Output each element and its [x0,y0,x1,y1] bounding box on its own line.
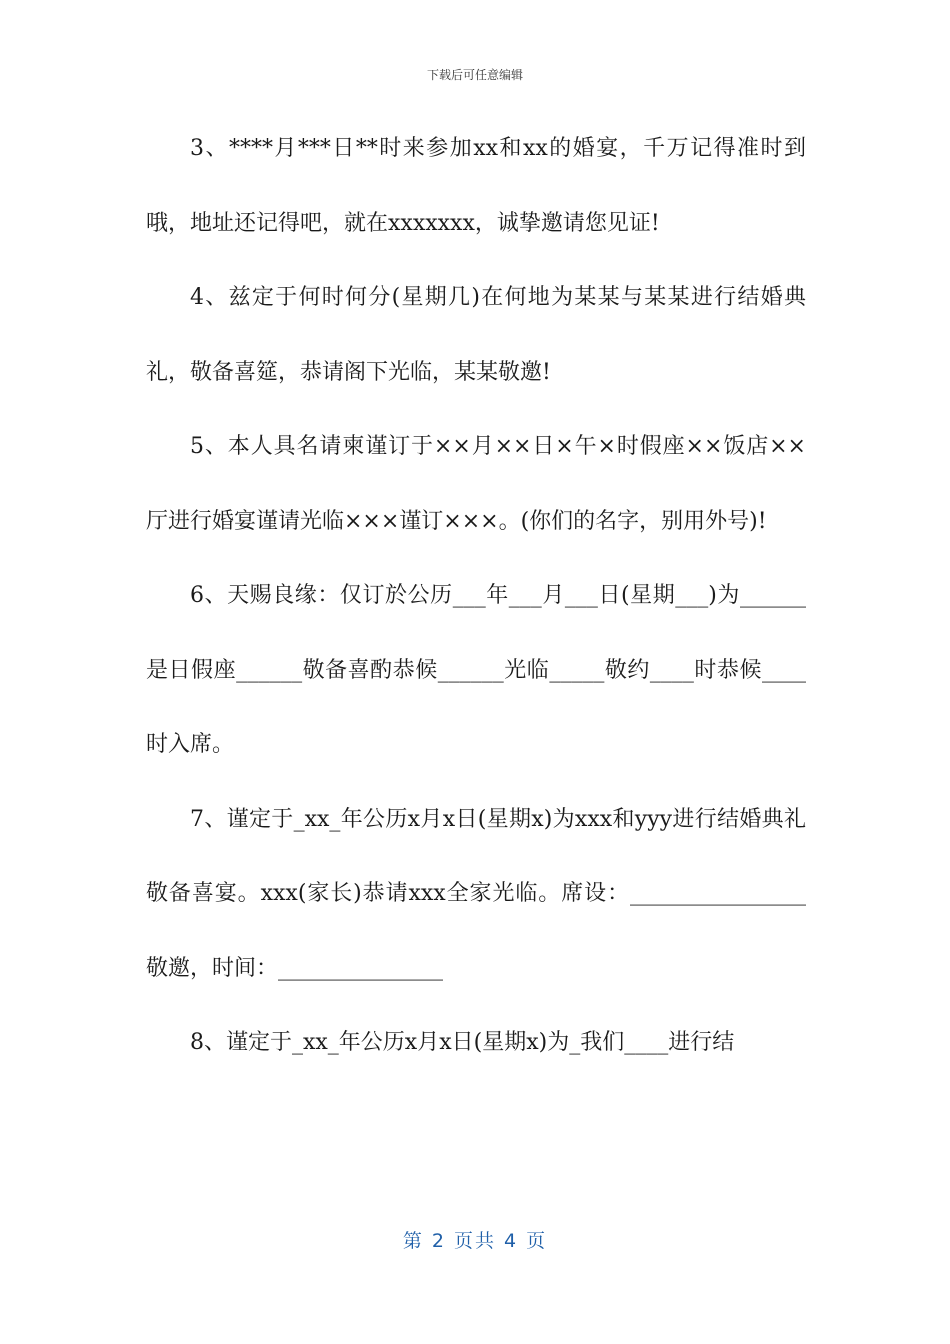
paragraph-5: 5、本人具名请柬谨订于××月××日×午×时假座××饭店××厅进行婚宴谨请光临×××谨订×××。(你们的名字，别用外号)! [146,434,806,534]
paragraph-4: 4、兹定于何时何分(星期几)在何地为某某与某某进行结婚典礼，敬备喜筵，恭请阁下光临，某某敬邀! [146,285,806,385]
document-body [146,112,806,1081]
paragraph-7: 7、谨定于_xx_年公历x月x日(星期x)为xxx和yyy进行结婚典礼敬备喜宴。xxx(家长)恭请xxx全家光临。席设：________________敬邀，时间：_______________ [146,806,806,981]
paragraph-3: 3、****月***日**时来参加xx和xx的婚宴，千万记得准时到哦，地址还记得吧，就在xxxxxxx，诚挚邀请您见证! [146,136,806,236]
page-number-footer: 第 2 页共 4 页 [402,1230,548,1252]
page-header: 下载后可任意编辑 [426,68,523,82]
paragraph-8: 8、谨定于_xx_年公历x月x日(星期x)为_我们____进行结 [190,1030,735,1055]
paragraph-6: 6、天赐良缘：仅订於公历___年___月___日(星期___)为______是日假座______敬备喜酌恭候______光临_____敬约____时恭候____时入席。 [146,583,806,757]
